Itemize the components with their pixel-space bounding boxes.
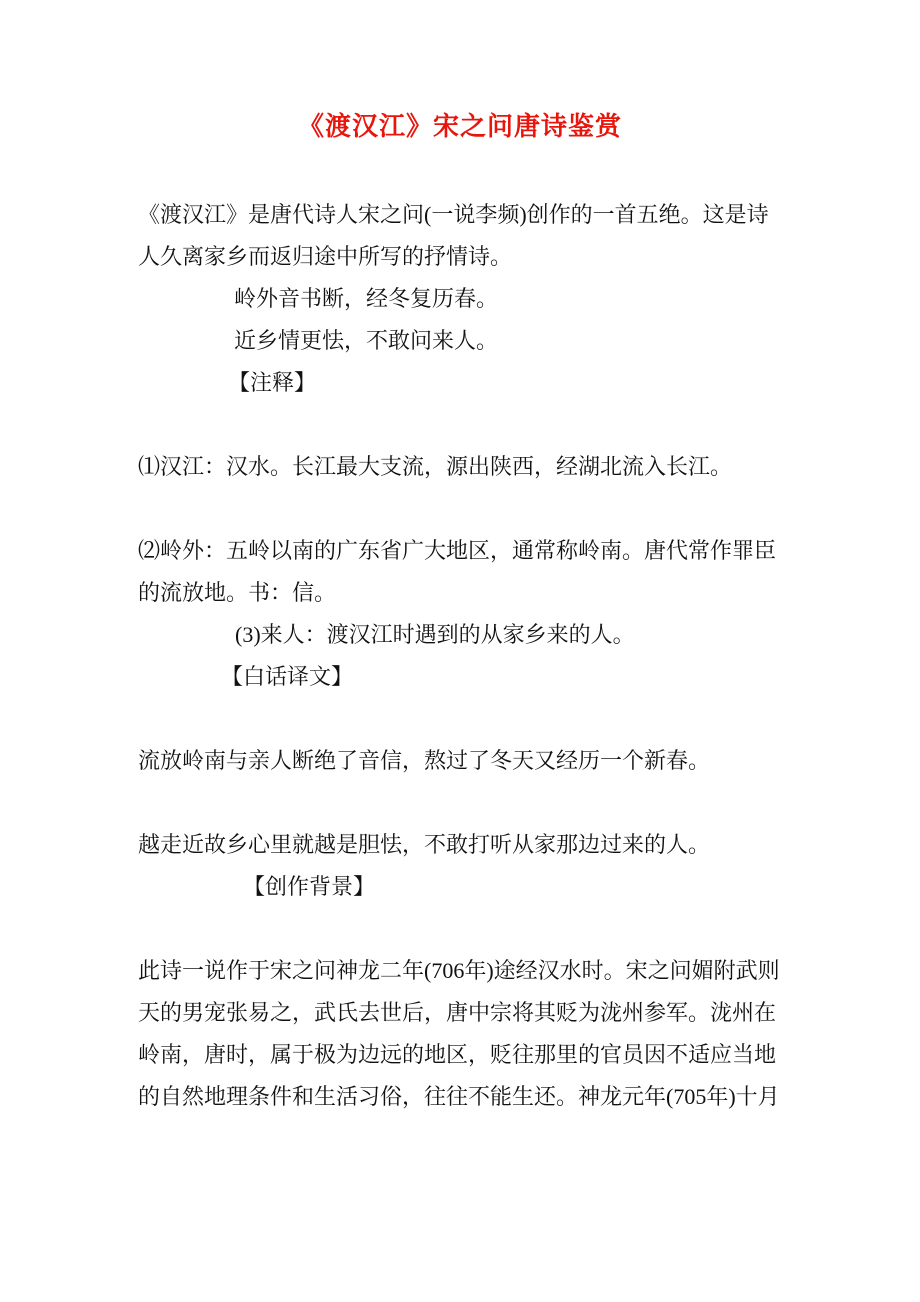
notes-heading: 【注释】 (228, 370, 317, 395)
note-2 (138, 530, 790, 614)
text-line: ⑵岭外：五岭以南的广东省广大地区，通常称岭南。唐代常作罪臣 (138, 538, 777, 563)
doc-body (138, 194, 790, 1118)
translation-heading: 【白话译文】 (221, 664, 354, 689)
background-paragraph (138, 950, 790, 1118)
text-line: 此诗一说作于宋之问神龙二年(706年)途经汉水时。宋之问媚附武则 (138, 958, 780, 983)
doc-title: 《渡汉江》宋之问唐诗鉴赏 (297, 112, 622, 141)
translation-line-2: 越走近故乡心里就越是胆怯，不敢打听从家那边过来的人。 (138, 832, 711, 857)
text-line: 《渡汉江》是唐代诗人宋之问(一说李频)创作的一首五绝。这是诗 (138, 202, 769, 227)
text-line: 的流放地。书：信。 (138, 580, 337, 605)
text-line: 天的男宠张易之，武氏去世后，唐中宗将其贬为泷州参军。泷州在 (138, 1000, 777, 1025)
poem-line-2: 近乡情更怯，不敢问来人。 (234, 328, 499, 353)
background-heading: 【创作背景】 (243, 874, 376, 899)
note-3: (3)来人：渡汉江时遇到的从家乡来的人。 (235, 622, 635, 647)
intro-paragraph (138, 194, 790, 278)
translation-line-1: 流放岭南与亲人断绝了音信，熬过了冬天又经历一个新春。 (138, 748, 711, 773)
poem-line-1: 岭外音书断，经冬复历春。 (234, 286, 499, 311)
text-line: 岭南，唐时，属于极为边远的地区，贬往那里的官员因不适应当地 (138, 1042, 777, 1067)
text-line: 的自然地理条件和生活习俗，往往不能生还。神龙元年(705年)十月 (138, 1084, 780, 1109)
text-line: 人久离家乡而返归途中所写的抒情诗。 (138, 244, 513, 269)
note-1: ⑴汉江：汉水。长江最大支流，源出陕西，经湖北流入长江。 (138, 454, 733, 479)
